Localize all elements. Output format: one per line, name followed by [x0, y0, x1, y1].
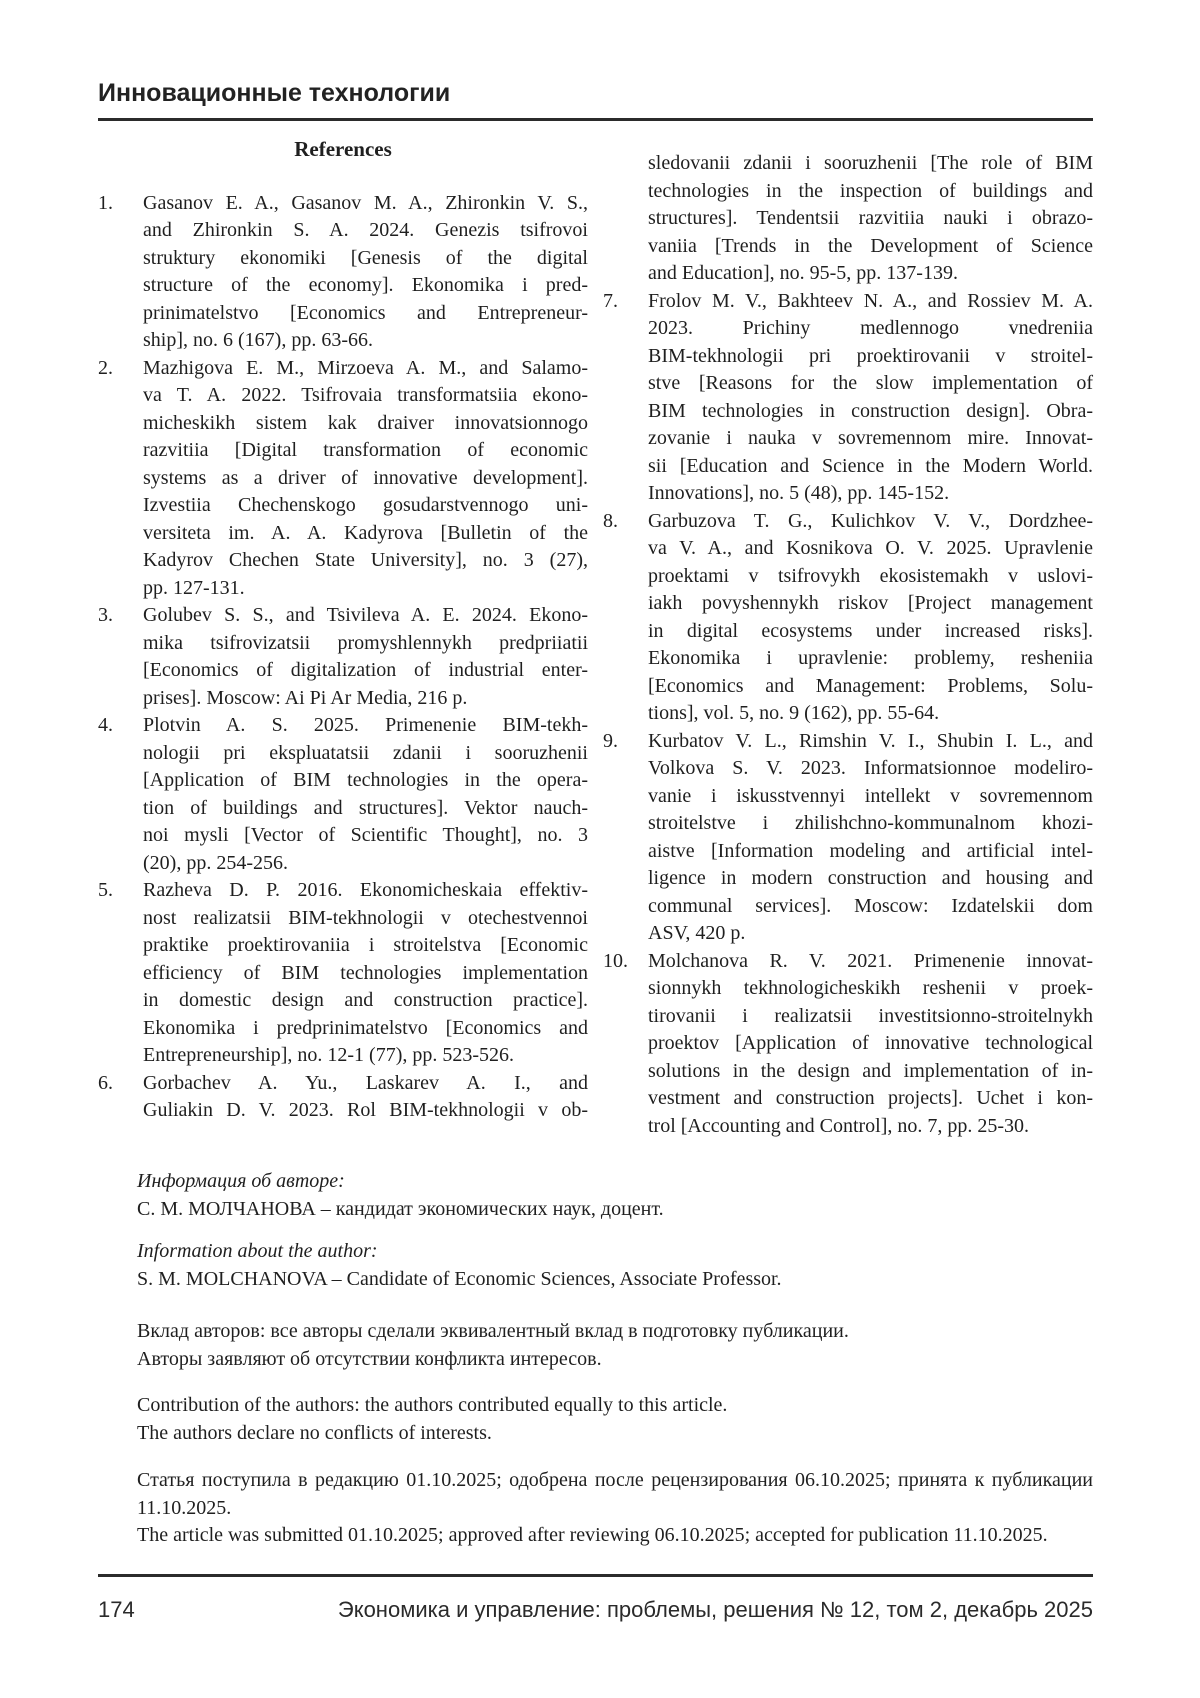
- reference-line: iakh povyshennykh riskov [Project management: [648, 592, 1093, 614]
- reference-line: [Economics of digitalization of industrial enter-: [143, 659, 588, 681]
- reference-line: Golubev S. S., and Tsivileva A. E. 2024. Ekono-: [143, 604, 588, 626]
- reference-line: solutions in the design and implementation of in-: [648, 1059, 1093, 1082]
- reference-item: [98, 877, 588, 1070]
- reference-line: 2023. Prichiny medlennogo vnedreniia: [648, 317, 1093, 339]
- contribution-en-line1: Contribution of the authors: the authors contributed equally to this article.: [137, 1394, 728, 1416]
- reference-number: 4.: [98, 714, 113, 736]
- reference-line: (20), pp. 254-256.: [143, 851, 288, 874]
- reference-line: Gasanov E. A., Gasanov M. A., Zhironkin V. S.,: [143, 191, 588, 214]
- reference-line: aistve [Information modeling and artificial intel-: [648, 839, 1093, 862]
- article-dates-ru-line1: Статья поступила в редакцию 01.10.2025; одобрена после рецензирования 06.10.2025; принята к публикации: [137, 1469, 1093, 1491]
- reference-line: pp. 127-131.: [143, 576, 245, 599]
- reference-line: Innovations], no. 5 (48), pp. 145-152.: [648, 482, 950, 504]
- reference-line: Kadyrov Chechen State University], no. 3 (27),: [143, 549, 588, 571]
- reference-number: 7.: [603, 289, 618, 312]
- reference-item: [603, 728, 1093, 948]
- running-head: Инновационные технологии: [98, 79, 451, 107]
- reference-line: in digital ecosystems under increased risks].: [648, 619, 1093, 642]
- footer-rule: [98, 1574, 1093, 1577]
- reference-line: prinimatelstvo [Economics and Entrepreneur-: [143, 301, 588, 324]
- reference-line: prises]. Moscow: Ai Pi Ar Media, 216 p.: [143, 686, 468, 709]
- reference-line: Frolov M. V., Bakhteev N. A., and Rossiev M. A.: [648, 289, 1093, 312]
- reference-number: 6.: [98, 1071, 113, 1094]
- reference-line: nost realizatsii BIM-tekhnologii v otechestvennoi: [143, 906, 588, 929]
- reference-line: tirovanii i realizatsii investitsionno-stroitelnykh: [648, 1004, 1093, 1027]
- reference-line: sii [Education and Science in the Modern World.: [648, 454, 1093, 477]
- author-info-en-text: S. M. MOLCHANOVA – Candidate of Economic Sciences, Associate Professor.: [137, 1267, 782, 1290]
- reference-line: Volkova S. V. 2023. Informatsionnoe modeliro-: [648, 757, 1093, 779]
- reference-line: [Application of BIM technologies in the opera-: [143, 769, 588, 791]
- references-left-column: [98, 136, 588, 1140]
- reference-line: Plotvin A. S. 2025. Primenenie BIM-tekh-: [143, 714, 588, 736]
- reference-line: praktike proektirovaniia i stroitelstva [Economic: [143, 934, 588, 956]
- page-footer: [98, 1597, 1093, 1623]
- reference-line: proektami v tsifrovykh ekosistemakh v uslovi-: [648, 564, 1093, 587]
- article-dates: [137, 1467, 1093, 1550]
- reference-line: noi mysli [Vector of Scientific Thought], no. 3: [143, 824, 588, 846]
- reference-line: and Education], no. 95-5, pp. 137-139.: [648, 262, 958, 284]
- reference-line: tions], vol. 5, no. 9 (162), pp. 55-64.: [648, 702, 940, 724]
- reference-line: micheskikh sistem kak draiver innovatsionnogo: [143, 411, 588, 434]
- contribution-ru: [137, 1318, 1093, 1373]
- reference-line: ligence in modern construction and housing and: [648, 867, 1093, 889]
- reference-item: [603, 948, 1093, 1141]
- reference-line: proektov [Application of innovative technological: [648, 1032, 1093, 1054]
- reference-line: va T. A. 2022. Tsifrovaia transformatsiia ekono-: [143, 384, 588, 406]
- reference-line: zovanie i nauka v sovremennom mire. Innovat-: [648, 427, 1093, 449]
- reference-line: Kurbatov V. L., Rimshin V. I., Shubin I. L., and: [648, 729, 1093, 752]
- reference-line: Ekonomika i predprinimatelstvo [Economics and: [143, 1016, 588, 1039]
- article-dates-en: The article was submitted 01.10.2025; approved after reviewing 06.10.2025; accepted for publication 11.10.2025.: [137, 1524, 1048, 1546]
- reference-line: Ekonomika i upravlenie: problemy, resheniia: [648, 647, 1093, 669]
- reference-line: structure of the economy]. Ekonomika i pred-: [143, 274, 588, 296]
- reference-number: 1.: [98, 191, 113, 214]
- reference-number: 10.: [603, 949, 628, 972]
- meta-block: [137, 1168, 1093, 1550]
- reference-item: [603, 508, 1093, 728]
- reference-line: stroitelstve i zhilishchno-kommunalnom khozi-: [648, 812, 1093, 834]
- references-heading: References: [294, 137, 392, 161]
- reference-item: [98, 355, 588, 603]
- author-info-en-label: Information about the author:: [137, 1240, 378, 1262]
- reference-line: BIM-tekhnologii pri proektirovanii v stroitel-: [648, 344, 1093, 367]
- reference-line: struktury ekonomiki [Genesis of the digital: [143, 246, 588, 269]
- reference-number: 8.: [603, 509, 618, 532]
- header-rule: [98, 118, 1093, 121]
- reference-line: razvitiia [Digital transformation of economic: [143, 439, 588, 461]
- reference-line: mika tsifrovizatsii promyshlennykh predpriiatii: [143, 631, 588, 654]
- reference-line: vestment and construction projects]. Uchet i kon-: [648, 1087, 1093, 1109]
- reference-line: Entrepreneurship], no. 12-1 (77), pp. 523-526.: [143, 1044, 515, 1066]
- reference-line: Razheva D. P. 2016. Ekonomicheskaia effektiv-: [143, 879, 588, 901]
- reference-line: Mazhigova E. M., Mirzoeva A. M., and Salamo-: [143, 356, 588, 379]
- contribution-ru-line2: Авторы заявляют об отсутствии конфликта интересов.: [137, 1347, 602, 1370]
- reference-line: ship], no. 6 (167), pp. 63-66.: [143, 329, 373, 351]
- page-number: 174: [98, 1596, 135, 1622]
- journal-title-line: Экономика и управление: проблемы, решения № 12, том 2, декабрь 2025: [337, 1596, 1093, 1622]
- reference-number: 9.: [603, 729, 618, 752]
- author-info-ru-label: Информация об авторе:: [137, 1170, 345, 1192]
- author-info-ru: [137, 1168, 1093, 1223]
- reference-line: Garbuzova T. G., Kulichkov V. V., Dordzhee-: [648, 509, 1093, 532]
- reference-item: [603, 150, 1093, 288]
- reference-line: and Zhironkin S. A. 2024. Genezis tsifrovoi: [143, 219, 588, 241]
- reference-item: [98, 602, 588, 712]
- reference-line: communal services]. Moscow: Izdatelskii dom: [648, 894, 1093, 917]
- author-info-en: [137, 1238, 1093, 1293]
- reference-item: [98, 190, 588, 355]
- reference-line: Guliakin D. V. 2023. Rol BIM-tekhnologii v ob-: [143, 1099, 588, 1121]
- reference-line: Molchanova R. V. 2021. Primenenie innovat-: [648, 949, 1093, 972]
- reference-line: trol [Accounting and Control], no. 7, pp. 25-30.: [648, 1114, 1030, 1137]
- reference-item: [98, 712, 588, 877]
- reference-line: sionnykh tekhnologicheskikh reshenii v proek-: [648, 977, 1093, 999]
- article-dates-ru-line2: 11.10.2025.: [137, 1496, 232, 1519]
- author-info-ru-text: С. М. МОЛЧАНОВА – кандидат экономических наук, доцент.: [137, 1197, 664, 1220]
- contribution-ru-line1: Вклад авторов: все авторы сделали эквивалентный вклад в подготовку публикации.: [137, 1320, 849, 1342]
- reference-item: [98, 1070, 588, 1125]
- reference-line: vanie i iskusstvennyi intellekt v sovremennom: [648, 784, 1093, 807]
- reference-line: ASV, 420 p.: [648, 922, 746, 944]
- references-list-right: [603, 150, 1093, 1140]
- reference-line: vaniia [Trends in the Development of Science: [648, 234, 1093, 257]
- reference-line: BIM technologies in construction design]. Obra-: [648, 399, 1093, 422]
- reference-line: technologies in the inspection of buildings and: [648, 179, 1093, 202]
- reference-line: tion of buildings and structures]. Vektor nauch-: [143, 796, 588, 819]
- reference-line: stve [Reasons for the slow implementation of: [648, 372, 1093, 394]
- reference-line: structures]. Tendentsii razvitiia nauki i obrazo-: [648, 207, 1093, 229]
- reference-number: 3.: [98, 604, 113, 626]
- references-list-left: [98, 190, 588, 1125]
- reference-number: 5.: [98, 879, 113, 901]
- reference-line: versiteta im. A. A. Kadyrova [Bulletin of the: [143, 521, 588, 544]
- reference-line: va V. A., and Kosnikova O. V. 2025. Upravlenie: [648, 537, 1093, 559]
- reference-line: in domestic design and construction practice].: [143, 989, 588, 1011]
- contribution-en: [137, 1392, 1093, 1447]
- contribution-en-line2: The authors declare no conflicts of interests.: [137, 1421, 492, 1444]
- reference-line: Gorbachev A. Yu., Laskarev A. I., and: [143, 1071, 588, 1094]
- reference-line: Izvestiia Chechenskogo gosudarstvennogo uni-: [143, 494, 588, 516]
- reference-line: [Economics and Management: Problems, Solu-: [648, 674, 1093, 697]
- reference-number: 2.: [98, 356, 113, 379]
- references-section: [98, 136, 1093, 1140]
- reference-line: efficiency of BIM technologies implementation: [143, 961, 588, 984]
- reference-item: [603, 288, 1093, 508]
- references-right-column: [603, 136, 1093, 1140]
- reference-line: sledovanii zdanii i sooruzhenii [The role of BIM: [648, 152, 1093, 174]
- reference-line: systems as a driver of innovative development].: [143, 466, 588, 489]
- reference-line: nologii pri ekspluatatsii zdanii i sooruzhenii: [143, 741, 588, 764]
